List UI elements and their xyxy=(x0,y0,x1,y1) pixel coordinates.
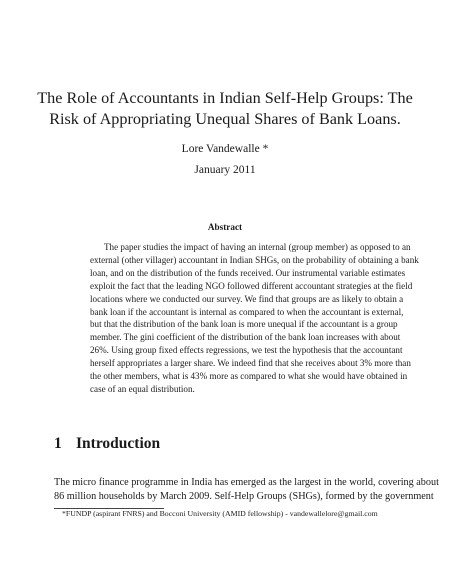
author-name: Lore Vandewalle * xyxy=(181,143,269,155)
abstract-line: bank loan if the accountant is internal as compared to when the accountant is external, xyxy=(90,306,404,317)
publication-date: January 2011 xyxy=(194,164,256,176)
title-line: Risk of Appropriating Unequal Shares of Bank Loans. xyxy=(49,110,401,128)
body-text xyxy=(54,476,439,503)
abstract-line: external (other villager) accountant in Indian SHGs, on the probability of obtaining a bank xyxy=(90,254,419,265)
abstract-line: loan, and on the distribution of the funds received. Our instrumental variable estimates xyxy=(90,267,406,278)
abstract-line: 26%. Using group fixed effects regressions, we test the hypothesis that the accountant xyxy=(90,345,403,356)
abstract-line: The paper studies the impact of having an internal (group member) as opposed to an xyxy=(104,242,411,252)
abstract-heading: Abstract xyxy=(207,222,243,232)
body-line: The micro finance programme in India has emerged as the largest in the world, covering about xyxy=(54,477,439,488)
abstract-line: case of an equal distribution. xyxy=(90,383,195,394)
abstract-line: the other members, what is 43% more as compared to what she would have obtained in xyxy=(90,371,408,382)
footnote: *FUNDP (aspirant FNRS) and Bocconi University (AMID fellowship) - vandewallelore@gmail.com xyxy=(62,509,378,518)
section-title: Introduction xyxy=(76,435,161,452)
abstract-body xyxy=(90,241,419,396)
paper-title xyxy=(20,88,430,130)
abstract-line: exploit the fact that the leading NGO followed different accountant strategies at the field xyxy=(90,280,413,291)
abstract-line: herself appropriates a larger share. We indeed find that she receives about 3% more than xyxy=(90,358,411,369)
title-line: The Role of Accountants in Indian Self-Help Groups: The xyxy=(37,89,413,107)
section-number: 1 xyxy=(54,435,62,452)
abstract-line: member. The gini coefficient of the distribution of the bank loan increases with about xyxy=(90,332,401,343)
abstract-line: but that the distribution of the bank loan is more unequal if the accountant is a group xyxy=(90,319,398,330)
section-heading xyxy=(54,435,160,453)
abstract-line: locations where we conducted our survey. We find that groups are as likely to obtain a xyxy=(90,293,404,304)
body-line: 86 million households by March 2009. Self-Help Groups (SHGs), formed by the government xyxy=(54,490,434,502)
